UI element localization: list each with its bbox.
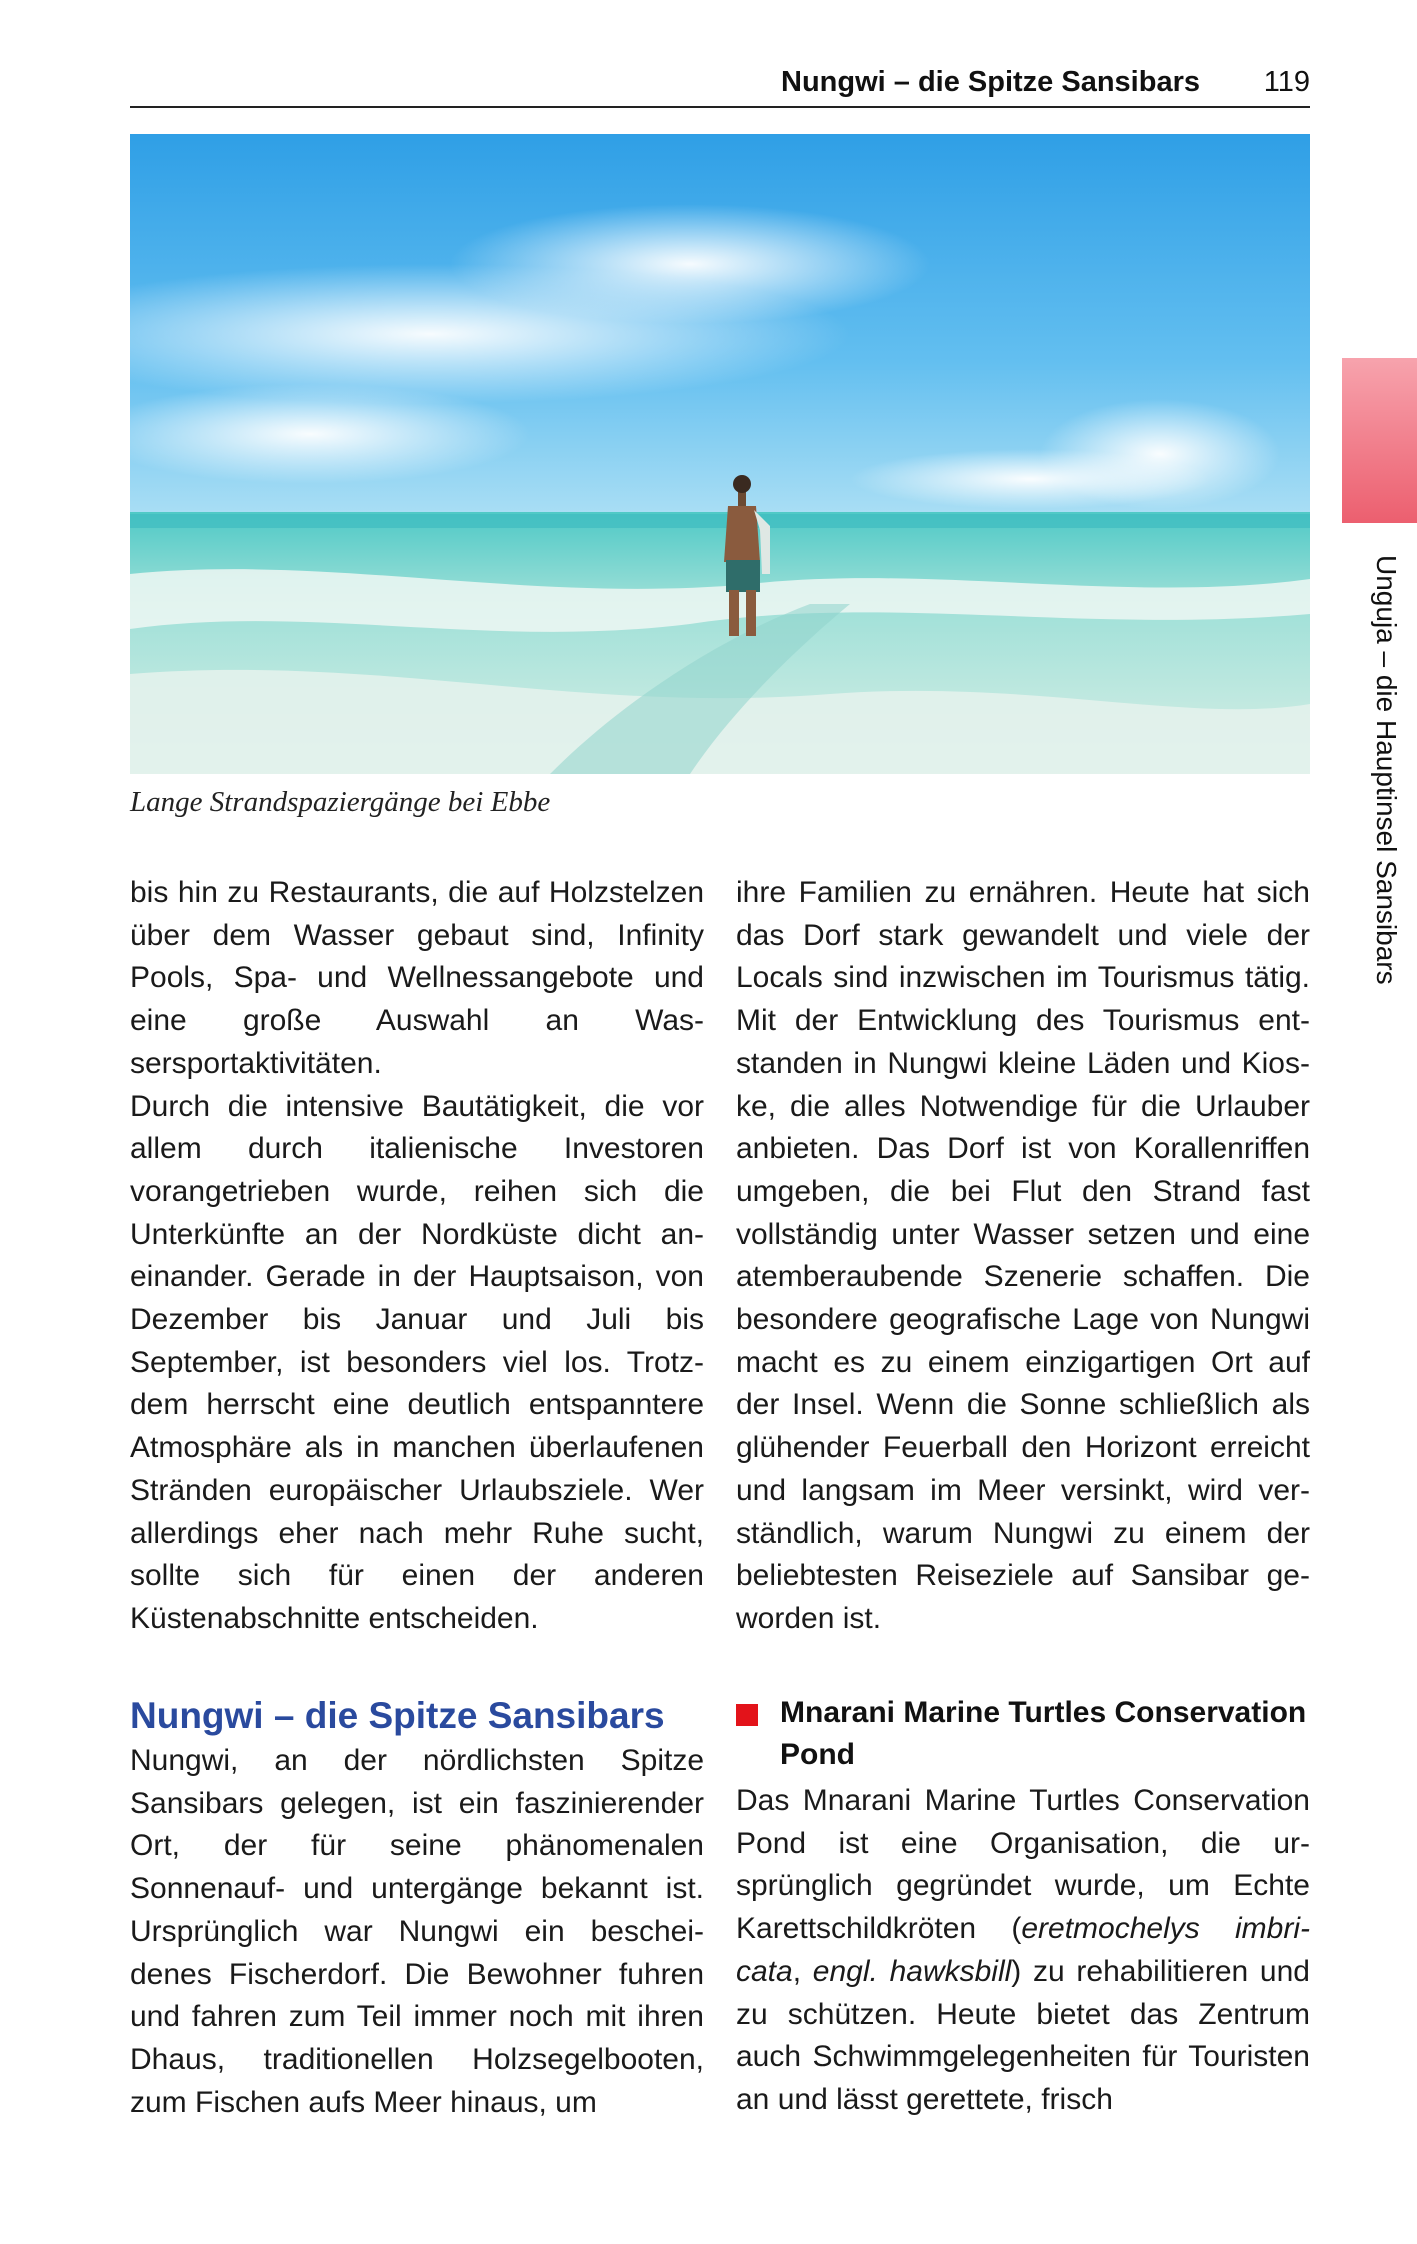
running-title: Nungwi – die Spitze Sansibars xyxy=(781,66,1200,98)
poi-heading: Mnarani Marine Turtles Conservation Pond xyxy=(780,1696,1307,1771)
section-body: Nungwi, an der nördlichsten Spitze Sansibars gelegen, ist ein faszinierender Ort, der für seine phänomenalen Sonnenauf- und untergänge bekannt ist. Ursprünglich war Nungwi ein bescheidenes Fischerdorf. Die Bewohner fuhren und fahren zum Teil immer noch mit ihren Dhaus, traditionellen Holzsegelbooten, zum Fischen aufs Meer hinaus, um xyxy=(130,1744,704,2119)
poi-body xyxy=(736,1780,1310,2122)
poi-bullet xyxy=(736,1704,758,1726)
chapter-label xyxy=(1362,555,1402,1175)
photo-caption: Lange Strandspaziergänge bei Ebbe xyxy=(130,786,551,818)
chapter-tab xyxy=(1342,358,1417,523)
poi-body-column xyxy=(736,1780,1310,2122)
page-number: 119 xyxy=(1263,66,1310,98)
beach-photo xyxy=(130,134,1310,774)
poi-english-name: engl. hawksbill xyxy=(812,1954,1012,1988)
intro-paragraph-1: bis hin zu Restaurants, die auf Holzstelzen über dem Wasser gebaut sind, Infinity Pools, Spa- und Wellnessangebote und eine große Auswahl an Wassersportaktivitäten. xyxy=(130,876,704,1080)
header-rule xyxy=(130,106,1310,108)
intro-right-column xyxy=(736,872,1310,1641)
intro-left-column xyxy=(130,872,704,1641)
chapter-label-text: Unguja – die Hauptinsel Sansibars xyxy=(1371,555,1402,985)
beach-photo-illustration xyxy=(130,134,1310,774)
poi-body-a: Das Mnarani Marine Turtles Conservation Pond ist eine Organisation, die ursprünglich gegründet wurde, um Echte Karettschildkröten ( xyxy=(736,1784,1310,1946)
section-body-column xyxy=(130,1740,704,2124)
intro-paragraph-2: Durch die intensive Bautätigkeit, die vor allem durch italienische Investoren vorangetrieben wurde, reihen sich die Unterkünfte an der Nordküste dicht aneinander. Gerade in der Hauptsaison, von Dezember bis Januar und Juli bis September, ist besonders viel los. Trotzdem herrscht eine deutlich entspanntere Atmosphäre als in manchen überlaufenen Stränden europäischer Urlaubsziele. Wer allerdings eher nach mehr Ruhe sucht, sollte sich für einen der anderen Küstenabschnitte entscheiden. xyxy=(130,1089,704,1635)
intro-paragraph-3: ihre Familien zu ernähren. Heute hat sich das Dorf stark gewandelt und viele der Locals sind inzwischen im Tourismus tätig. Mit der Entwicklung des Tourismus entstanden in Nungwi kleine Läden und Kioske, die alles Notwendige für die Urlauber anbieten. Das Dorf ist von Korallenriffen umgeben, die bei Flut den Strand fast vollständig unter Wasser setzen und eine atemberaubende Szenerie schaffen. Die besondere geografische Lage von Nungwi macht es zu einem einzigartigen Ort auf der Insel. Wenn die Sonne schließlich als glühender Feuerball den Horizont erreicht und langsam im Meer versinkt, wird verständlich, warum Nungwi zu einem der beliebtesten Reiseziele auf Sansibar geworden ist. xyxy=(736,876,1310,1635)
section-heading: Nungwi – die Spitze Sansibars xyxy=(130,1695,665,1736)
poi-separator: , xyxy=(792,1954,813,1988)
poi-body-b: ) zu rehabilitieren und zu schützen. Heute bietet das Zentrum auch Schwimmgelegenheiten für Touristen an und lässt gerettete, frisch xyxy=(736,1954,1310,2116)
poi-latin-name: eretmochelys imbricata xyxy=(736,1912,1310,1988)
